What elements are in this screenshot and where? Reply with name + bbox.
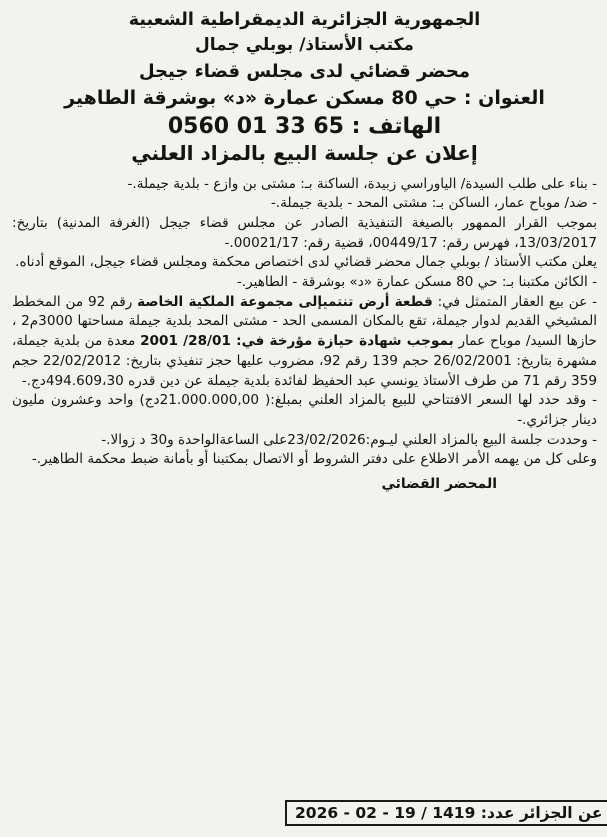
property-type: قطعة أرض تنتميإلى مجموعة الملكية الخاصة [137, 293, 433, 310]
notice-body [12, 175, 597, 471]
republic-title: الجمهورية الجزائرية الديمقراطية الشعبية [128, 10, 481, 30]
property-registration: معدة من بلدية جيملة، مشهرة بتاريخ: 26/02/2001 حجم 139 رقم 92، مضروب عليها حجز تنفيذي بتاريخ: 22/02/2012 حجم 359 رقم 71 من طرف الأستاذ يونسي عبد الحفيظ لفائدة بلدية جيملة عن دين قدره 494.609،30دج.- [12, 333, 597, 389]
office-phone: الهاتف : 65 33 01 0560 [167, 114, 442, 140]
office-address: العنوان : حي 80 مسكن عمارة «د» بوشرقة الطاهير [64, 87, 545, 110]
possession-certificate: بموجب شهادة حيازة مؤرخة في: 28/01/ 2001 [140, 333, 454, 350]
bailiff-title: محضر قضائي لدى مجلس قضاء جيجل [138, 60, 471, 82]
contact-paragraph: وعلى كل من يهمه الأمر الاطلاع على دفتر الشروط أو الاتصال بمكتبنا أو بأمانة ضبط محكمة الطاهير.- [31, 451, 597, 468]
notice-title: إعلان عن جلسة البيع بالمزاد العلني [131, 140, 478, 165]
publication-stamp: عن الجزائر عدد: 1419 / 19 - 02 - 2026 [285, 800, 607, 826]
announcement-paragraph: يعلن مكتب الأستاذ / بوبلي جمال محضر قضائي لدى اختصاص محكمة ومجلس قضاء جيجل، الموقع أدناه. [15, 254, 597, 271]
property-details: رقم 92 من المخطط المشيخي القديم لدوار جيملة، تقع بالمكان المسمى الحد - مشتى المحد بلدية جيملة مساحتها 3000م2 ، حازها السيد/ موباح عمار [12, 293, 597, 350]
ruling-paragraph: بموجب القرار الممهور بالصيغة التنفيذية الصادر عن مجلس قضاء جيجل (الغرفة المدنية) بتاريخ: 13/03/2017، فهرس رقم: 00449/17، قضية رقم: 00021/17.- [12, 214, 597, 251]
property-label: - عن بيع العقار المتمثل في: [437, 293, 597, 310]
signature: المحضر القضائي [381, 476, 497, 493]
defendant-paragraph: - ضد/ موباح عمار، الساكن بـ: مشتى المحد - بلدية جيملة.- [270, 195, 597, 212]
auction-date-paragraph: - وحددت جلسة البيع بالمزاد العلني ليـوم:23/02/2026على الساعةالواحدة و30 د زوالا.- [101, 431, 597, 448]
opening-price-paragraph: - وقد حدد لها السعر الافتتاحي للبيع بالمزاد العلني بمبلغ:( 21.000.000,00دج) واحد وعشرون مليون دينار جزائري.- [12, 392, 597, 428]
requester-paragraph: - بناء على طلب السيدة/ الياوراسي زبيدة، الساكنة بـ: مشتى بن وازع - بلدية جيملة.- [127, 175, 597, 192]
office-name: مكتب الأستاذ/ بوبلي جمال [195, 35, 414, 56]
property-paragraph [12, 293, 597, 392]
office-location-paragraph: - الكائن مكتبنا بـ: حي 80 مسكن عمارة «د» بوشرقة - الطاهير.- [236, 274, 597, 291]
